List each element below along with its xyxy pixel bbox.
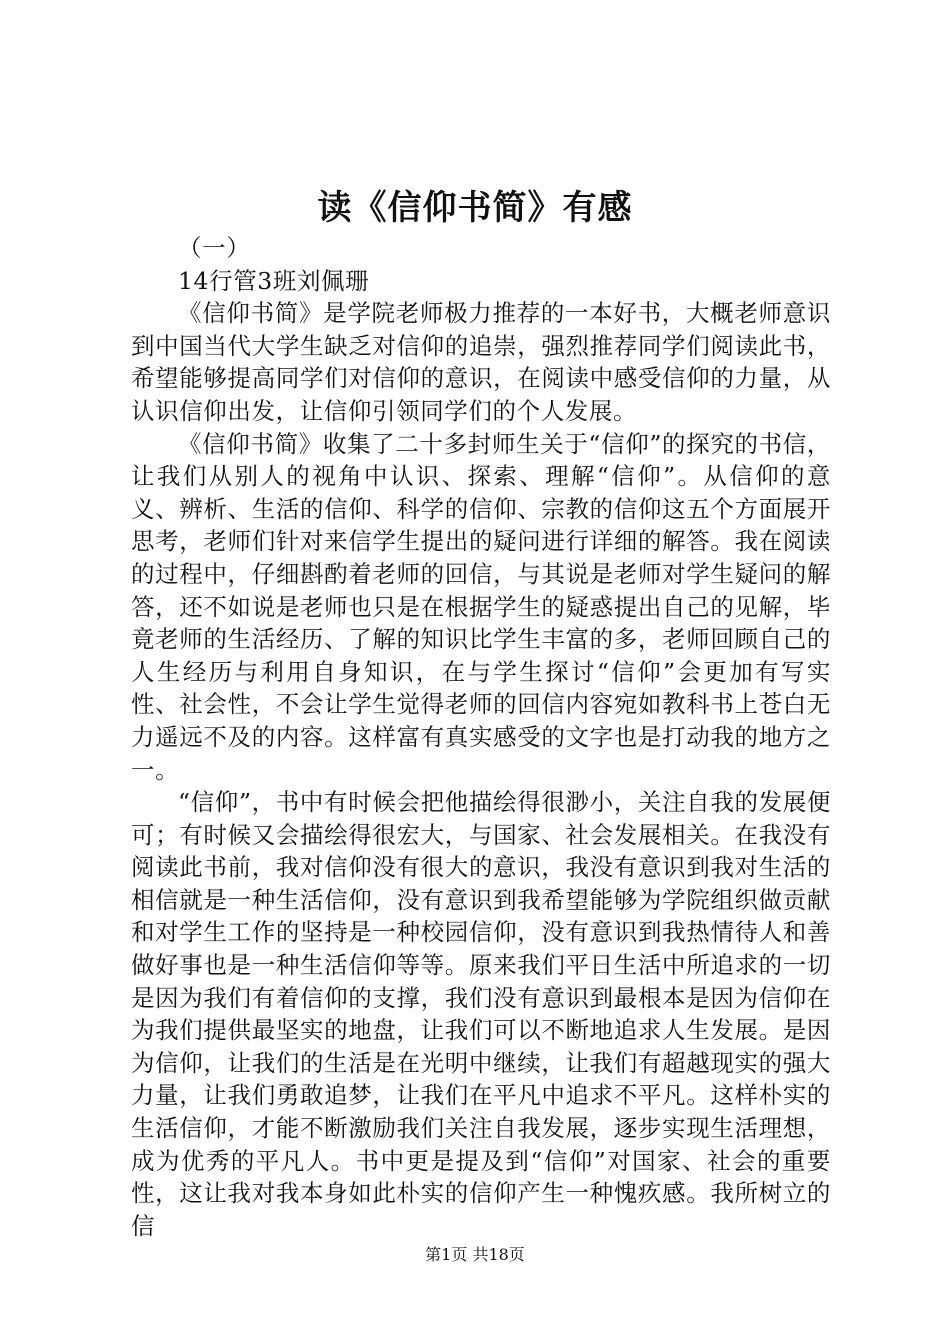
paragraph: 《信仰书简》是学院老师极力推荐的一本好书，大概老师意识到中国当代大学生缺乏对信仰的追崇，强烈推荐同学们阅读此书，希望能够提高同学们对信仰的意识，在阅读中感受信仰的力量，从认识信仰出发，让信仰引领同学们的个人发展。 — [131, 299, 831, 425]
paragraph: “信仰”，书中有时候会把他描绘得很渺小，关注自我的发展便可；有时候又会描绘得很宏大，与国家、社会发展相关。在我没有阅读此书前，我对信仰没有很大的意识，我没有意识到我对生活的相信就是一种生活信仰，没有意识到我希望能够为学院组织做贡献和对学生工作的坚持是一种校园信仰，没有意识到我热情待人和善做好事也是一种生活信仰等等。原来我们平日生活中所追求的一切是因为我们有着信仰的支撑，我们没有意识到最根本是因为信仰在为我们提供最坚实的地盘，让我们可以不断地追求人生发展。是因为信仰，让我们的生活是在光明中继续，让我们有超越现实的强大力量，让我们勇敢追梦，让我们在平凡中追求不平凡。这样朴实的生活信仰，才能不断激励我们关注自我发展，逐步实现生活理想，成为优秀的平凡人。书中更是提及到“信仰”对国家、社会的重要性，这让我对我本身如此朴实的信仰产生一种愧疚感。我所树立的信 — [131, 788, 831, 1240]
author-line: 14行管3班刘佩珊 — [178, 266, 370, 295]
page-footer: 第1页 共18页 — [425, 1245, 525, 1264]
page-title: 读《信仰书简》有感 — [317, 188, 633, 228]
document-body — [131, 232, 831, 1242]
section-marker: （一） — [178, 234, 251, 262]
paragraph: 《信仰书简》收集了二十多封师生关于“信仰”的探究的书信，让我们从别人的视角中认识、探索、理解“信仰”。从信仰的意义、辨析、生活的信仰、科学的信仰、宗教的信仰这五个方面展开思考，老师们针对来信学生提出的疑问进行详细的解答。我在阅读的过程中，仔细斟酌着老师的回信，与其说是老师对学生疑问的解答，还不如说是老师也只是在根据学生的疑惑提出自己的见解，毕竟老师的生活经历、了解的知识比学生丰富的多，老师回顾自己的人生经历与利用自身知识，在与学生探讨“信仰”会更加有写实性、社会性，不会让学生觉得老师的回信内容宛如教科书上苍白无力遥远不及的内容。这样富有真实感受的文字也是打动我的地方之一。 — [131, 429, 831, 784]
